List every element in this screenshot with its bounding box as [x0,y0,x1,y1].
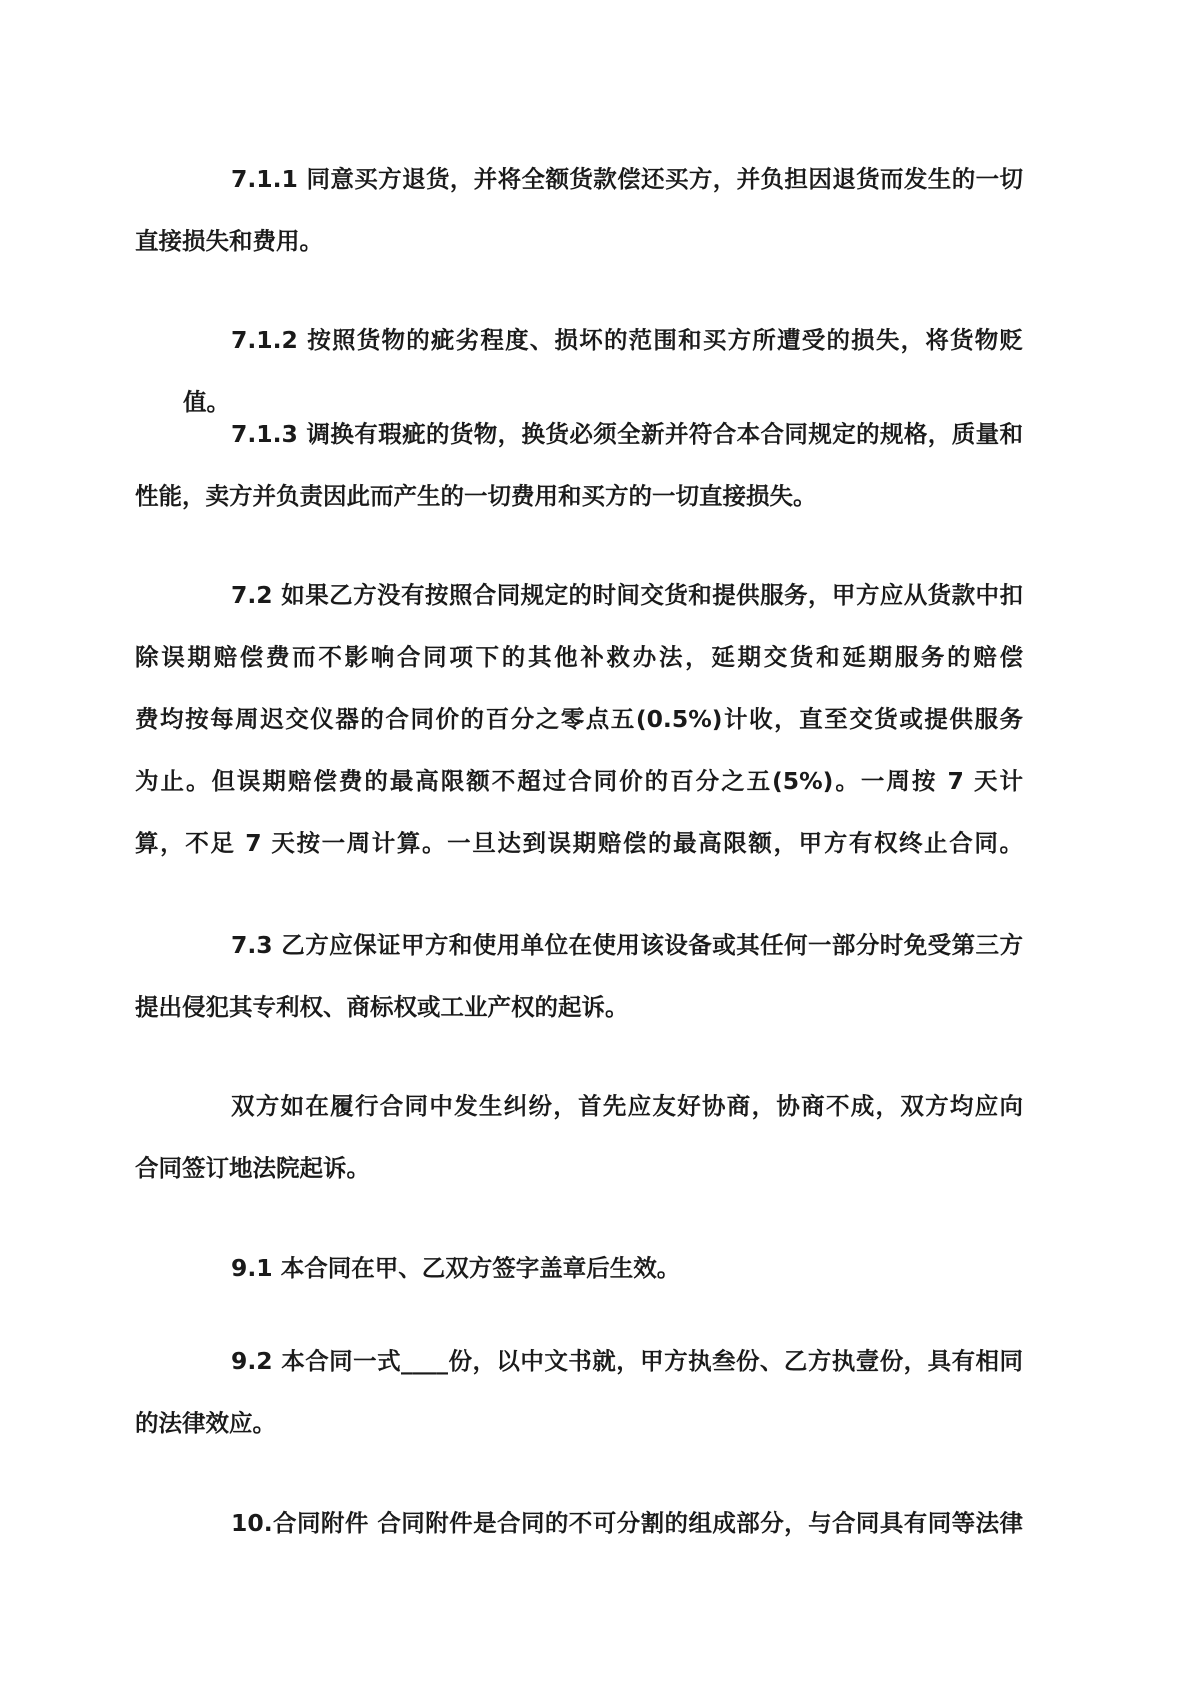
text-line: 性能，卖方并负责因此而产生的一切费用和买方的一切直接损失。 [135,482,817,510]
text-line: 算，不足 7 天按一周计算。一旦达到误期赔偿的最高限额，甲方有权终止合同。 [135,829,1023,857]
text-line: 9.2 本合同一式____份，以中文书就，甲方执叁份、乙方执壹份，具有相同 [231,1347,1023,1375]
clause-7-2 [135,564,1023,874]
text-line: 7.1.2 按照货物的疵劣程度、损坏的范围和买方所遭受的损失，将货物贬值。 [183,326,1023,416]
text-line: 直接损失和费用。 [135,227,323,255]
text-line: 的法律效应。 [135,1409,276,1437]
text-line: 双方如在履行合同中发生纠纷，首先应友好协商，协商不成，双方均应向 [231,1092,1023,1120]
text-line: 费均按每周迟交仪器的合同价的百分之零点五(0.5%)计收，直至交货或提供服务 [135,705,1023,733]
text-line: 7.1.1 同意买方退货，并将全额货款偿还买方，并负担因退货而发生的一切 [231,165,1023,193]
text-line: 7.2 如果乙方没有按照合同规定的时间交货和提供服务，甲方应从货款中扣 [231,581,1023,609]
text-line: 除误期赔偿费而不影响合同项下的其他补救办法，延期交货和延期服务的赔偿 [135,643,1023,671]
clause-7-1-1 [135,148,1023,272]
text-line: 9.1 本合同在甲、乙双方签字盖章后生效。 [231,1254,681,1282]
clause-9-2 [135,1330,1023,1454]
text-line: 合同签订地法院起诉。 [135,1154,370,1182]
clause-10-attachments [183,1492,1023,1554]
text-line: 提出侵犯其专利权、商标权或工业产权的起诉。 [135,993,629,1021]
text-line: 7.3 乙方应保证甲方和使用单位在使用该设备或其任何一部分时免受第三方 [231,931,1023,959]
text-line: 为止。但误期赔偿费的最高限额不超过合同价的百分之五(5%)。一周按 7 天计 [135,767,1023,795]
clause-7-3 [135,914,1023,1038]
text-line: 10.合同附件 合同附件是合同的不可分割的组成部分，与合同具有同等法律 [231,1509,1023,1537]
clause-9-1 [183,1237,1023,1299]
text-line: 7.1.3 调换有瑕疵的货物，换货必须全新并符合本合同规定的规格，质量和 [231,420,1023,448]
dispute-clause [135,1075,1023,1199]
clause-7-1-3 [135,403,1023,527]
